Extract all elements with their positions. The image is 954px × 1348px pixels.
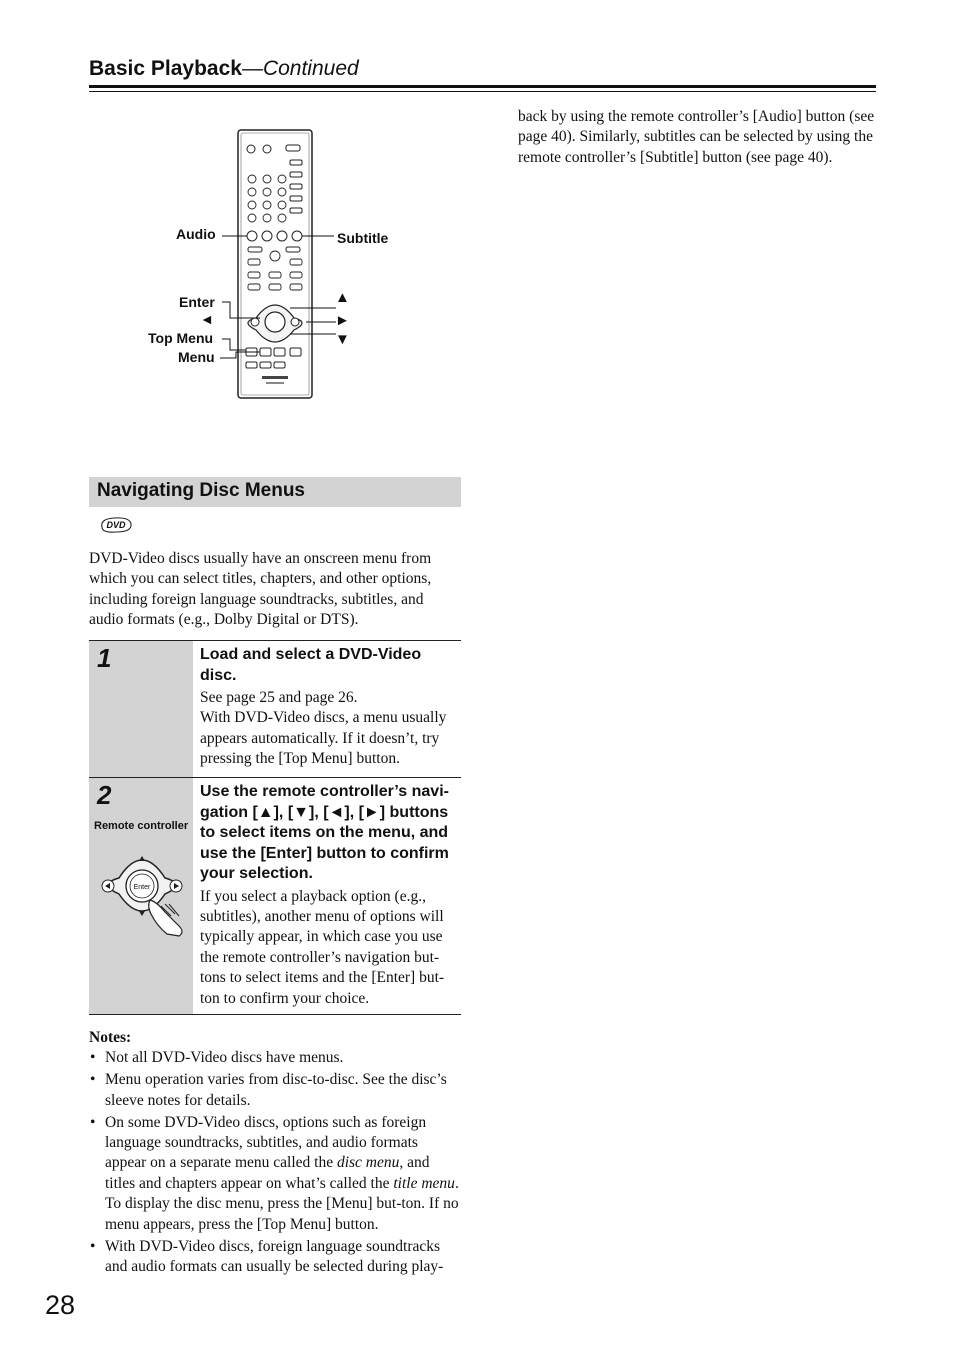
up-arrow-label: ▲ — [335, 289, 350, 306]
note-item: • Menu operation varies from disc-to-disc. See the disc’s sleeve notes for details. — [89, 1070, 463, 1111]
menu-label: Menu — [178, 349, 215, 365]
notes-title: Notes: — [89, 1029, 132, 1046]
down-arrow-label: ▼ — [335, 331, 350, 348]
step-heading: Use the remote controller’s navi-gation [▲], [▼], [◄], [►] buttons to select items on the menu, and use the [Enter] button to confirm your selection. — [200, 783, 449, 882]
right-column-text: back by using the remote controller’s [Audio] button (see page 40). Similarly, subtitles can be selected by using the remote controller’s [Subtitle] button (see page 40). — [518, 108, 875, 166]
section-heading-bar — [89, 477, 461, 507]
remote-controller-figure — [140, 122, 410, 412]
right-arrow-label: ► — [335, 312, 350, 329]
remote-controller-illustration — [140, 122, 410, 412]
page-header — [89, 56, 876, 82]
step-paragraph: See page 25 and page 26. — [200, 689, 358, 706]
notes-section — [89, 1028, 463, 1279]
step-number: 2 — [97, 780, 112, 810]
nav-pad-illustration — [95, 842, 189, 938]
steps-table — [89, 640, 461, 1015]
enter-label: Enter — [179, 294, 215, 310]
enter-button-text: Enter — [133, 884, 151, 891]
section-title: Navigating Disc Menus — [97, 480, 305, 501]
subtitle-label: Subtitle — [337, 230, 389, 246]
note-item: • With DVD-Video discs, foreign language soundtracks and audio formats can usually be selected during play- — [89, 1237, 463, 1278]
dvd-logo-icon — [98, 515, 134, 535]
top-menu-label: Top Menu — [148, 330, 214, 346]
step-number-cell — [89, 641, 193, 777]
step-paragraph: If you select a playback option (e.g., subtitles), another menu of options will typically appear, in which case you use the remote controller’s navigation but-tons to select items and the [Enter] but-ton to confirm your choice. — [200, 887, 445, 1007]
intro-paragraph: DVD-Video discs usually have an onscreen menu from which you can select titles, chapters, and other options, including foreign language soundtracks, subtitles, and audio formats (e.g., Dolby Digital or DTS). — [89, 550, 432, 629]
remote-controller-label: Remote controller — [94, 820, 189, 832]
notes-list — [89, 1048, 463, 1277]
step-heading: Load and select a DVD-Video disc. — [200, 646, 422, 684]
step-number: 1 — [97, 643, 112, 673]
dvd-logo-text: DVD — [106, 520, 126, 530]
header-rule-thick — [89, 85, 876, 88]
page-number: 28 — [45, 1290, 76, 1320]
header-rule-thin — [89, 91, 876, 92]
page-title: Basic Playback—Continued — [89, 57, 359, 80]
left-arrow-label: ◄ — [200, 311, 214, 327]
audio-label: Audio — [176, 226, 216, 242]
note-item: • Not all DVD-Video discs have menus. — [89, 1048, 463, 1068]
step-number-cell — [89, 778, 193, 1014]
step-row — [89, 777, 461, 1015]
step-row — [89, 640, 461, 777]
step-text-cell — [193, 778, 461, 1014]
page-subtitle: —Continued — [241, 57, 359, 80]
step-paragraph: With DVD-Video discs, a menu usually appears automatically. If it doesn’t, try pressing the [Top Menu] button. — [200, 709, 447, 768]
note-item: • On some DVD-Video discs, options such as foreign language soundtracks, subtitles, and audio formats appear on a separate menu called the disc menu, and titles and chapters appear on what’s called the title menu. To display the disc menu, press the [Menu] but-ton. If no menu appears, press the [Top Menu] button. — [89, 1113, 463, 1235]
step-text-cell — [193, 641, 461, 777]
